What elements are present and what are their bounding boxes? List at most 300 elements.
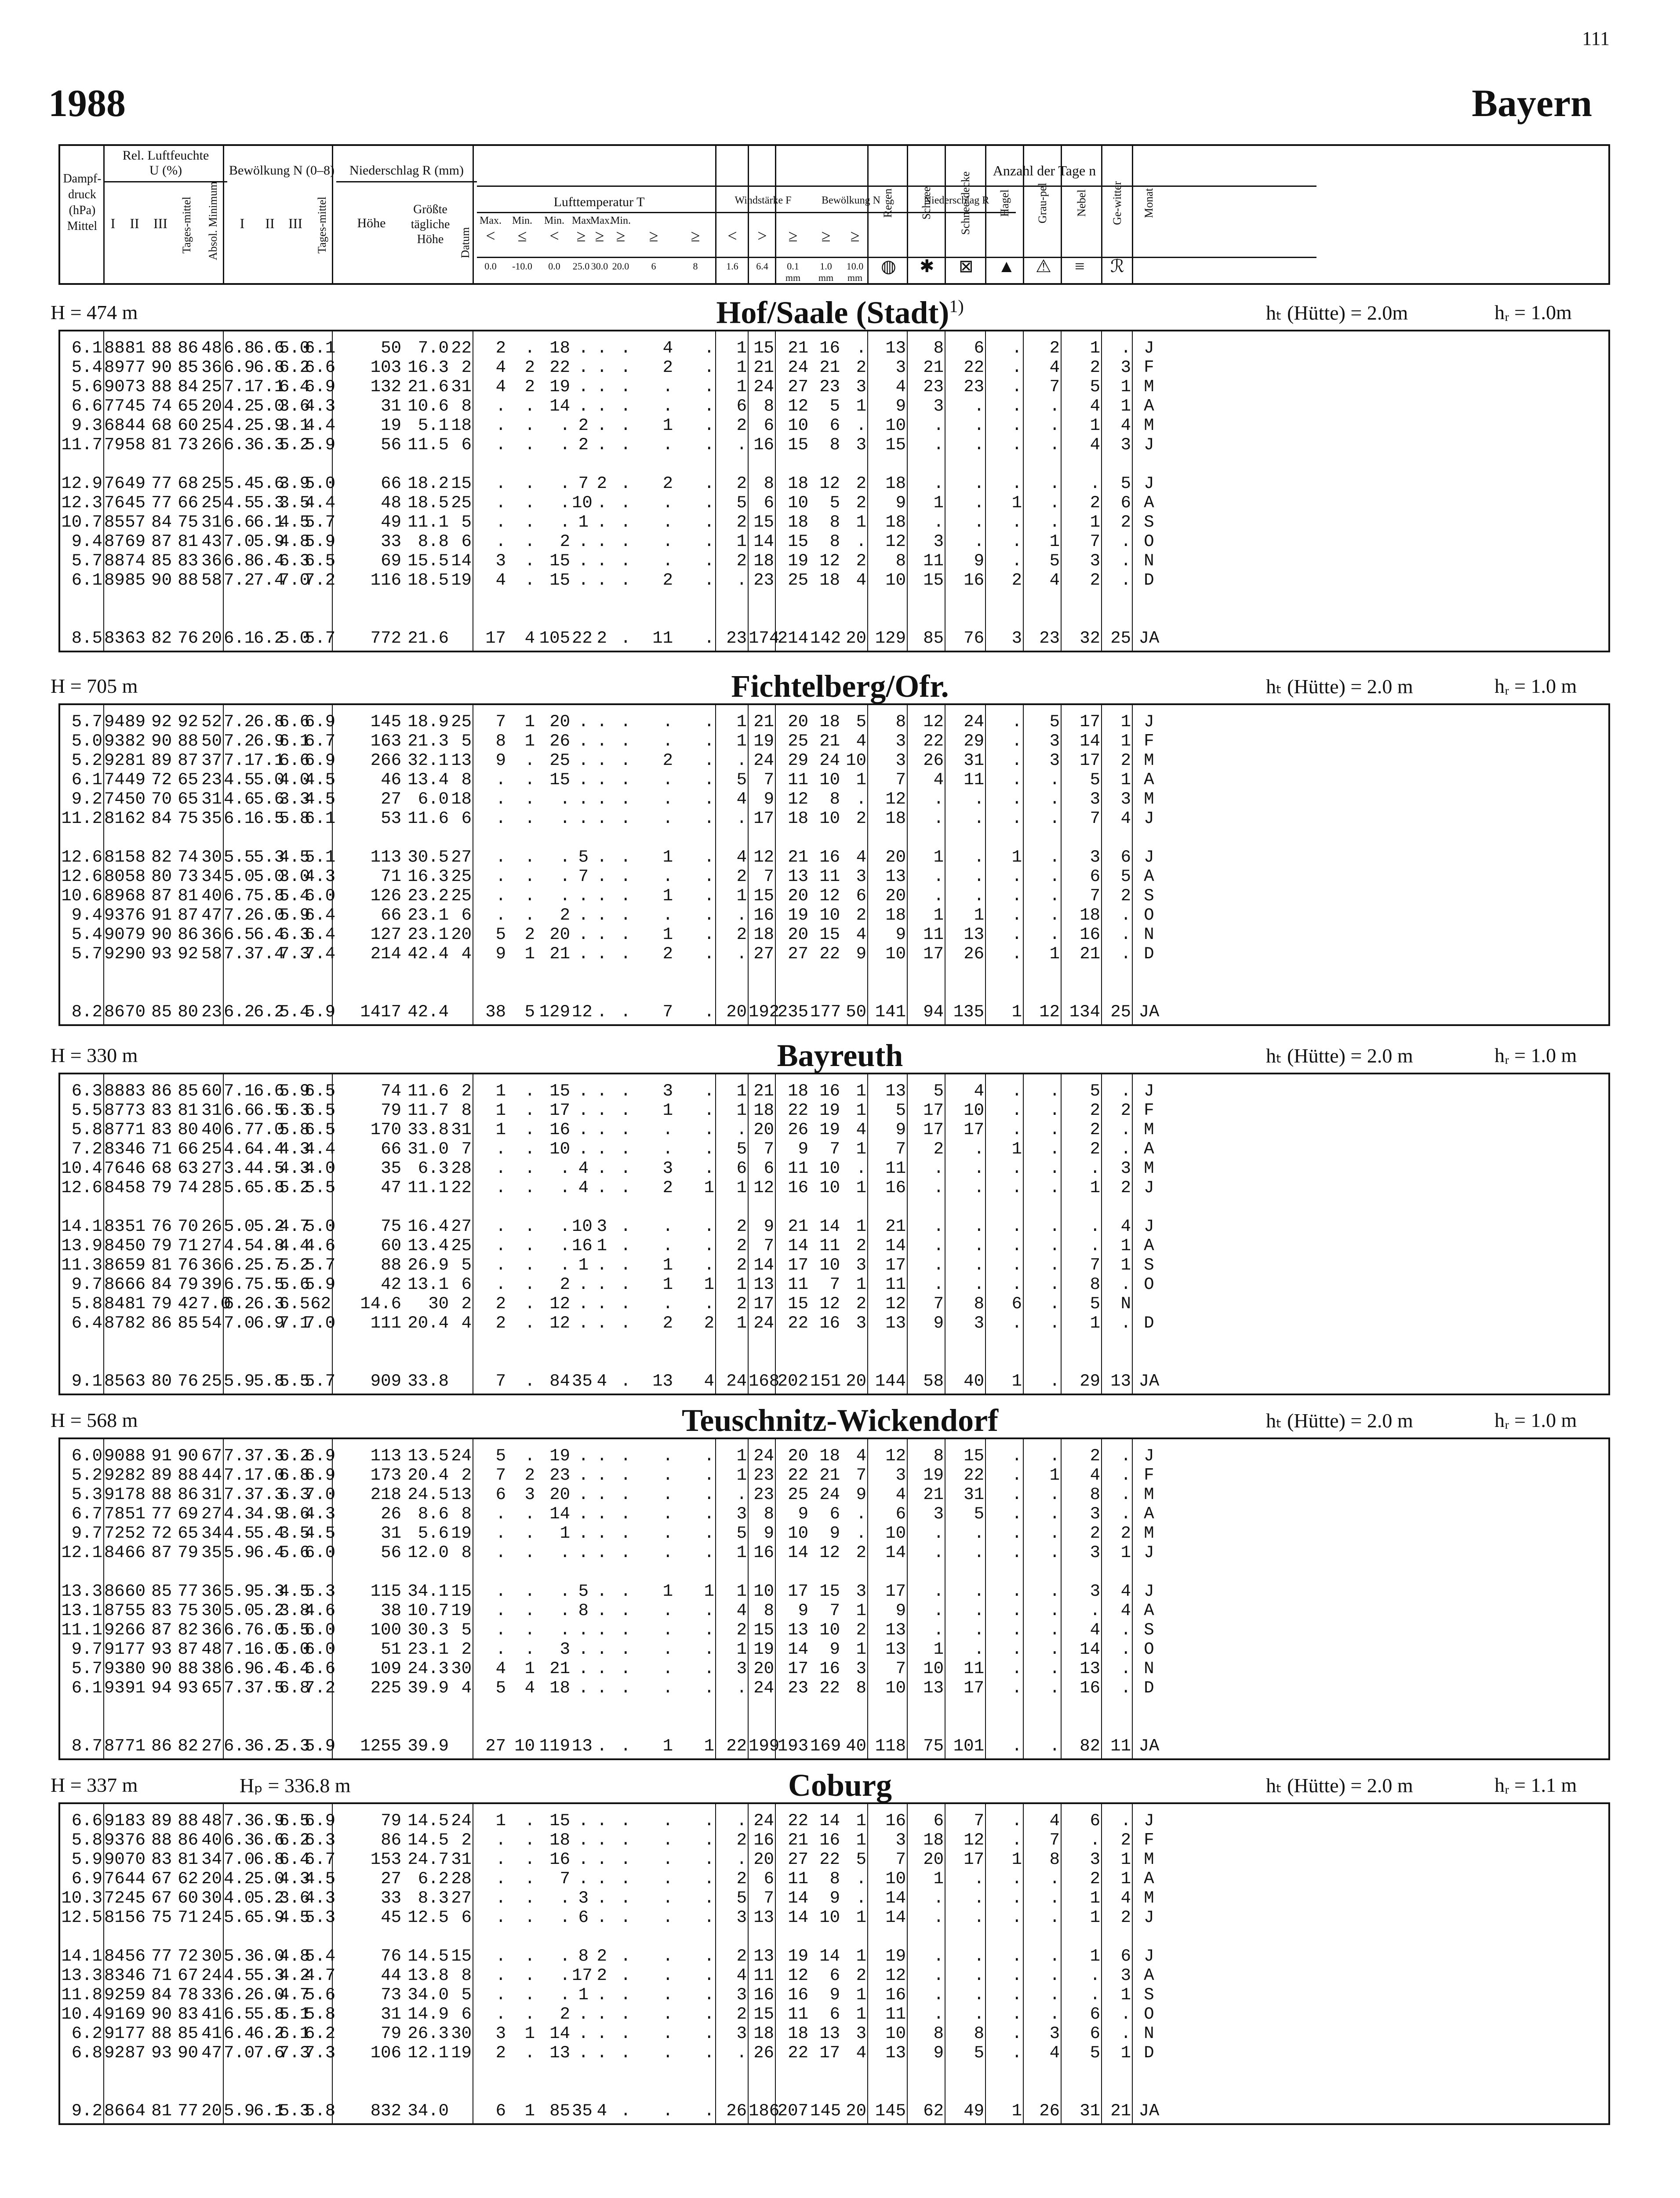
table-cell: . — [1011, 1678, 1022, 1698]
table-cell: 6.2 — [254, 2024, 285, 2043]
table-cell: 1 — [856, 1947, 866, 1966]
table-cell: 6.0 — [418, 790, 449, 809]
table-cell: 10.6 — [407, 397, 449, 416]
table-cell: . — [1011, 551, 1022, 571]
table-cell: 6.3 — [305, 1830, 336, 1850]
month-row — [60, 416, 1608, 435]
table-cell: . — [578, 1640, 589, 1659]
table-cell: 13 — [788, 867, 808, 886]
table-cell: 10 — [819, 1159, 840, 1178]
table-cell: . — [933, 1543, 944, 1562]
table-cell: 5.8 — [279, 1120, 310, 1139]
table-cell: . — [524, 1446, 535, 1466]
table-cell: 41 — [201, 2005, 222, 2024]
table-cell: . — [1011, 751, 1022, 770]
table-cell: 26 — [1039, 2101, 1060, 2121]
table-cell: 1 — [1049, 532, 1060, 551]
table-cell: . — [704, 397, 714, 416]
table-cell: 7 — [1049, 1830, 1060, 1850]
table-cell: 83 — [104, 1217, 125, 1236]
table-cell: 66 — [125, 1620, 145, 1640]
table-cell: 22 — [788, 1314, 808, 1333]
roman-II: II — [265, 215, 275, 231]
table-cell: 10 — [819, 1178, 840, 1197]
table-cell: 9 — [933, 2043, 944, 2063]
table-cell: 6.0 — [305, 886, 336, 906]
table-cell: 81 — [178, 532, 198, 551]
table-cell: 1 — [1090, 1947, 1100, 1966]
dampf-label: druck — [68, 188, 96, 201]
table-cell: 18.5 — [407, 571, 449, 590]
table-cell: 5.3 — [305, 1908, 336, 1927]
table-cell: 1 — [1090, 1908, 1100, 1927]
table-cell: 4 — [736, 790, 747, 809]
table-cell: 10 — [923, 1659, 944, 1678]
threshold-value: 0.1 — [787, 261, 799, 272]
table-cell: 9 — [495, 944, 506, 964]
table-cell: 8 — [461, 1966, 472, 1985]
table-cell: 4.2 — [279, 1966, 310, 1985]
table-cell: 18 — [819, 571, 840, 590]
table-cell: 46 — [125, 1159, 145, 1178]
table-cell: 3 — [933, 397, 944, 416]
table-cell: 5 — [578, 1582, 589, 1601]
table-cell: 109 — [370, 1659, 401, 1678]
table-cell: 79 — [381, 1101, 401, 1120]
table-cell: 87 — [104, 1736, 125, 1756]
table-cell: 15 — [753, 338, 774, 358]
table-cell: 42.4 — [407, 944, 449, 964]
table-cell: 2 — [856, 358, 866, 377]
table-cell: 23 — [788, 1678, 808, 1698]
table-cell: 14 — [753, 1255, 774, 1275]
table-cell: . — [495, 1889, 506, 1908]
bew-n-label: Bewölkung N — [822, 195, 880, 206]
table-cell: 7 — [495, 1372, 506, 1391]
table-cell: . — [524, 397, 535, 416]
table-cell: 26 — [964, 944, 984, 964]
table-cell: 4.3 — [305, 867, 336, 886]
table-cell: . — [1120, 1275, 1131, 1294]
table-cell: 7.1 — [224, 1081, 255, 1101]
table-cell: 36 — [201, 925, 222, 944]
table-cell: 5.8 — [279, 809, 310, 828]
table-cell: 3 — [1090, 1850, 1100, 1869]
table-cell: . — [1049, 1372, 1060, 1391]
table-cell: 56 — [125, 1947, 145, 1966]
table-cell: 4.3 — [224, 1504, 255, 1524]
table-cell: 56 — [381, 435, 401, 455]
table-cell: 5.3 — [279, 2101, 310, 2121]
table-cell: . — [1011, 1159, 1022, 1178]
table-cell: 5.4 — [279, 1002, 310, 1022]
table-cell: 84 — [104, 1543, 125, 1562]
table-cell: 5 — [461, 1985, 472, 2005]
table-cell: 10 — [885, 2024, 906, 2043]
table-cell: . — [662, 1294, 673, 1314]
table-cell: 10 — [753, 1582, 774, 1601]
table-cell: 62 — [923, 2101, 944, 2121]
table-cell: . — [662, 1620, 673, 1640]
table-cell: 13.1 — [61, 1601, 102, 1620]
table-cell: . — [662, 2043, 673, 2063]
table-cell: . — [596, 2005, 607, 2024]
table-cell: 35 — [201, 809, 222, 828]
table-cell: 5.9 — [305, 532, 336, 551]
table-cell: . — [974, 1139, 984, 1159]
table-cell: . — [1090, 1830, 1100, 1850]
table-cell: . — [495, 1217, 506, 1236]
table-cell: 19 — [885, 1947, 906, 1966]
table-cell: 7.0 — [224, 2043, 255, 2063]
table-cell: 3.5 — [279, 1524, 310, 1543]
table-cell: 13 — [885, 1081, 906, 1101]
table-cell: . — [560, 1966, 570, 1985]
table-cell: 6.7 — [71, 1504, 102, 1524]
table-cell: 18 — [788, 474, 808, 493]
table-cell: 6 — [856, 886, 866, 906]
thermometer-height: hₜ (Hütte) = 2.0 m — [1266, 675, 1413, 698]
anzahl-label: Anzahl der Tage n — [993, 163, 1096, 178]
table-cell: . — [596, 551, 607, 571]
table-cell: 6.2 — [224, 1294, 255, 1314]
table-cell: 10 — [885, 944, 906, 964]
table-cell: 9.3 — [71, 416, 102, 435]
table-cell: 3 — [1120, 1966, 1131, 1985]
table-cell: 145 — [370, 712, 401, 731]
table-cell: 20.4 — [407, 1466, 449, 1485]
table-cell: 3.5 — [279, 493, 310, 513]
table-cell: 1 — [736, 338, 747, 358]
table-cell: 50 — [381, 338, 401, 358]
table-cell: 7 — [1090, 532, 1100, 551]
table-cell: 4.5 — [279, 513, 310, 532]
table-cell: 9.7 — [71, 1640, 102, 1659]
table-cell: 38 — [201, 1659, 222, 1678]
table-cell: 11 — [923, 925, 944, 944]
table-cell: 6 — [829, 2005, 840, 2024]
table-cell: 3 — [895, 751, 906, 770]
table-cell: . — [704, 1830, 714, 1850]
table-cell: 1 — [662, 1101, 673, 1120]
table-cell: 11.7 — [61, 435, 102, 455]
table-cell: . — [1011, 1543, 1022, 1562]
table-cell: 11 — [788, 1869, 808, 1889]
table-cell: . — [1049, 1736, 1060, 1756]
table-cell: 4 — [662, 338, 673, 358]
table-cell: 7 — [829, 1139, 840, 1159]
table-cell: 2 — [1090, 1869, 1100, 1889]
table-cell: 27 — [201, 1159, 222, 1178]
table-cell: 6.9 — [305, 712, 336, 731]
table-cell: 5.5 — [279, 1620, 310, 1640]
table-cell: 27 — [451, 848, 472, 867]
table-cell: 2 — [495, 338, 506, 358]
table-cell: 88 — [178, 1466, 198, 1485]
table-cell: . — [596, 809, 607, 828]
table-cell: . — [596, 1543, 607, 1562]
table-cell: M — [1144, 1120, 1154, 1139]
table-cell: 6 — [895, 1504, 906, 1524]
table-cell: . — [596, 571, 607, 590]
table-cell: O — [1144, 1275, 1154, 1294]
table-cell: 71 — [178, 1236, 198, 1255]
table-cell: 79 — [151, 1178, 172, 1197]
wind-label: Windstärke F — [735, 195, 792, 206]
table-cell: . — [662, 1466, 673, 1485]
table-cell: . — [933, 1582, 944, 1601]
table-cell: 6.0 — [305, 1640, 336, 1659]
table-cell: 6.0 — [254, 1947, 285, 1966]
table-cell: . — [495, 2005, 506, 2024]
table-cell: 87 — [151, 1620, 172, 1640]
table-cell: 67 — [151, 1889, 172, 1908]
table-cell: . — [620, 2101, 631, 2121]
table-cell: 4.8 — [254, 1236, 285, 1255]
table-cell: 1 — [662, 848, 673, 867]
table-cell: 47 — [381, 1178, 401, 1197]
table-cell: 84 — [151, 1985, 172, 2005]
table-cell: . — [620, 532, 631, 551]
table-cell: 67 — [201, 1446, 222, 1466]
table-cell: . — [1011, 1178, 1022, 1197]
table-cell: 51 — [125, 1504, 145, 1524]
table-cell: 12.3 — [61, 493, 102, 513]
table-cell: 23 — [201, 1002, 222, 1022]
month-row — [60, 1811, 1608, 1830]
table-cell: 3 — [524, 1485, 535, 1504]
table-cell: 25 — [788, 571, 808, 590]
table-cell: . — [578, 1101, 589, 1120]
table-cell: 72 — [104, 1524, 125, 1543]
table-cell: 4 — [856, 571, 866, 590]
table-cell: 39.9 — [407, 1678, 449, 1698]
table-cell: . — [933, 1255, 944, 1275]
table-cell: . — [524, 906, 535, 925]
table-cell: . — [495, 416, 506, 435]
weather-symbol-icon: ⚠ — [1036, 256, 1051, 276]
table-cell: 5.3 — [224, 1947, 255, 1966]
table-cell: . — [596, 1830, 607, 1850]
table-cell: 6 — [829, 1966, 840, 1985]
table-cell: . — [495, 1178, 506, 1197]
table-cell: 6.3 — [224, 1830, 255, 1850]
table-cell: 5.9 — [305, 435, 336, 455]
table-cell: 3 — [895, 358, 906, 377]
table-cell: 4 — [1120, 1582, 1131, 1601]
table-cell: 1 — [524, 2024, 535, 2043]
table-cell: 2 — [856, 1966, 866, 1985]
table-cell: 3 — [662, 1081, 673, 1101]
table-cell: 119 — [539, 1736, 570, 1756]
table-cell: 80 — [178, 1120, 198, 1139]
table-cell: . — [524, 1314, 535, 1333]
table-cell: 16 — [753, 435, 774, 455]
table-cell: 6 — [1090, 867, 1100, 886]
table-cell: 10.7 — [61, 513, 102, 532]
table-cell: 163 — [370, 731, 401, 751]
month-row — [60, 571, 1608, 590]
table-cell: . — [704, 1640, 714, 1659]
table-cell: 21 — [885, 1217, 906, 1236]
table-cell: . — [578, 1524, 589, 1543]
table-cell: . — [596, 1524, 607, 1543]
table-cell: . — [620, 513, 631, 532]
table-cell: 72 — [151, 1524, 172, 1543]
table-cell: 7.2 — [224, 731, 255, 751]
table-cell: 15 — [549, 571, 570, 590]
table-cell: 50 — [125, 1236, 145, 1255]
table-cell: 13 — [964, 925, 984, 944]
table-cell: 13 — [572, 1736, 593, 1756]
table-cell: . — [620, 906, 631, 925]
table-cell: 5.9 — [224, 1372, 255, 1391]
table-cell: 13 — [923, 1678, 944, 1698]
absol-min-label: Absol. Minimum — [207, 181, 219, 260]
table-cell: 20 — [788, 1446, 808, 1466]
table-cell: . — [524, 2043, 535, 2063]
table-cell: 6.2 — [305, 2024, 336, 2043]
table-cell: 29 — [788, 751, 808, 770]
table-cell: 2 — [662, 944, 673, 964]
table-cell: 6.4 — [254, 1659, 285, 1678]
table-cell: 118 — [875, 1736, 906, 1756]
table-cell: 73 — [125, 377, 145, 397]
table-cell: 1 — [1090, 338, 1100, 358]
table-cell: 5.0 — [224, 1601, 255, 1620]
table-cell: 66 — [381, 1139, 401, 1159]
table-cell: 772 — [370, 629, 401, 648]
table-cell: 5.5 — [224, 848, 255, 867]
table-cell: . — [495, 1275, 506, 1294]
table-cell: 2 — [736, 867, 747, 886]
table-cell — [451, 2101, 473, 2121]
table-cell: . — [620, 1830, 631, 1850]
table-cell: 6 — [1120, 493, 1131, 513]
table-cell: 199 — [749, 1736, 780, 1756]
table-cell: . — [620, 1908, 631, 1927]
year-title: 1988 — [48, 82, 126, 125]
table-cell: 3 — [495, 2024, 506, 2043]
table-cell: . — [974, 1869, 984, 1889]
table-cell: 2 — [596, 1947, 607, 1966]
table-cell: 1 — [736, 1640, 747, 1659]
table-cell: . — [578, 2043, 589, 2063]
table-cell: . — [933, 867, 944, 886]
table-cell: . — [524, 848, 535, 867]
table-cell: 1 — [856, 1985, 866, 2005]
table-cell: 36 — [201, 1620, 222, 1640]
table-cell: 15 — [451, 474, 472, 493]
table-cell: . — [578, 751, 589, 770]
table-cell: 5.0 — [71, 731, 102, 751]
table-cell: 7.0 — [418, 338, 449, 358]
table-cell: 103 — [370, 358, 401, 377]
table-cell: 24 — [726, 1372, 747, 1391]
table-cell: 20 — [788, 925, 808, 944]
table-cell: . — [524, 751, 535, 770]
table-cell: 4 — [596, 1372, 607, 1391]
table-cell: 10 — [788, 416, 808, 435]
table-cell: . — [524, 1159, 535, 1178]
table-cell: 79 — [151, 1294, 172, 1314]
table-cell: 27 — [201, 1236, 222, 1255]
table-cell: 5.1 — [305, 848, 336, 867]
table-cell: 10 — [819, 809, 840, 828]
table-cell: 2 — [856, 493, 866, 513]
table-cell: 5.9 — [254, 416, 285, 435]
table-cell: 88 — [178, 571, 198, 590]
table-cell: 32.1 — [407, 751, 449, 770]
table-cell: J — [1144, 1178, 1154, 1197]
table-cell: 18 — [549, 1678, 570, 1698]
table-cell: . — [495, 1947, 506, 1966]
table-cell: J — [1144, 1947, 1154, 1966]
table-cell: 4 — [736, 1601, 747, 1620]
table-cell: . — [1011, 1504, 1022, 1524]
table-cell: . — [524, 1966, 535, 1985]
table-cell: 15 — [549, 1811, 570, 1830]
table-cell: . — [933, 1275, 944, 1294]
table-cell: 27 — [485, 1736, 506, 1756]
table-cell: 85 — [178, 1081, 198, 1101]
table-cell: . — [974, 532, 984, 551]
table-cell: 8 — [933, 338, 944, 358]
table-cell: . — [704, 1985, 714, 2005]
table-cell: 86 — [178, 338, 198, 358]
table-cell: 6.5 — [254, 809, 285, 828]
table-cell: . — [704, 1159, 714, 1178]
table-cell: 60 — [178, 416, 198, 435]
table-cell: 5 — [856, 712, 866, 731]
table-cell: 10 — [846, 751, 866, 770]
table-cell: 19 — [788, 551, 808, 571]
table-cell: . — [578, 2005, 589, 2024]
table-cell: . — [662, 1850, 673, 1869]
table-cell: 31 — [964, 1485, 984, 1504]
table-cell: 90 — [104, 1850, 125, 1869]
table-cell: 30 — [451, 1659, 472, 1678]
table-cell: 78 — [104, 1504, 125, 1524]
table-cell: . — [1011, 474, 1022, 493]
table-cell: 81 — [104, 1908, 125, 1927]
table-cell: 5 — [829, 493, 840, 513]
table-cell: . — [1011, 1659, 1022, 1678]
table-cell: 49 — [125, 474, 145, 493]
table-cell: 5.8 — [71, 1294, 102, 1314]
table-cell: 25 — [788, 1485, 808, 1504]
table-cell: 6.3 — [279, 925, 310, 944]
table-cell: 6.1 — [305, 809, 336, 828]
table-cell: 3 — [1120, 1159, 1131, 1178]
table-cell: 3 — [856, 1255, 866, 1275]
month-row — [60, 1869, 1608, 1889]
table-cell: 129 — [875, 629, 906, 648]
table-cell: 8 — [895, 551, 906, 571]
month-row — [60, 2005, 1608, 2024]
table-cell: 7 — [560, 1869, 570, 1889]
table-cell: . — [933, 1159, 944, 1178]
table-cell: 6 — [764, 1159, 774, 1178]
table-cell: 19 — [451, 1601, 472, 1620]
table-cell: 5.9 — [279, 906, 310, 925]
month-row — [60, 1850, 1608, 1869]
table-cell: . — [1011, 906, 1022, 925]
table-cell: 141 — [875, 1002, 906, 1022]
table-cell: 12 — [885, 1966, 906, 1985]
table-cell: 16 — [885, 1985, 906, 2005]
table-cell: . — [662, 712, 673, 731]
